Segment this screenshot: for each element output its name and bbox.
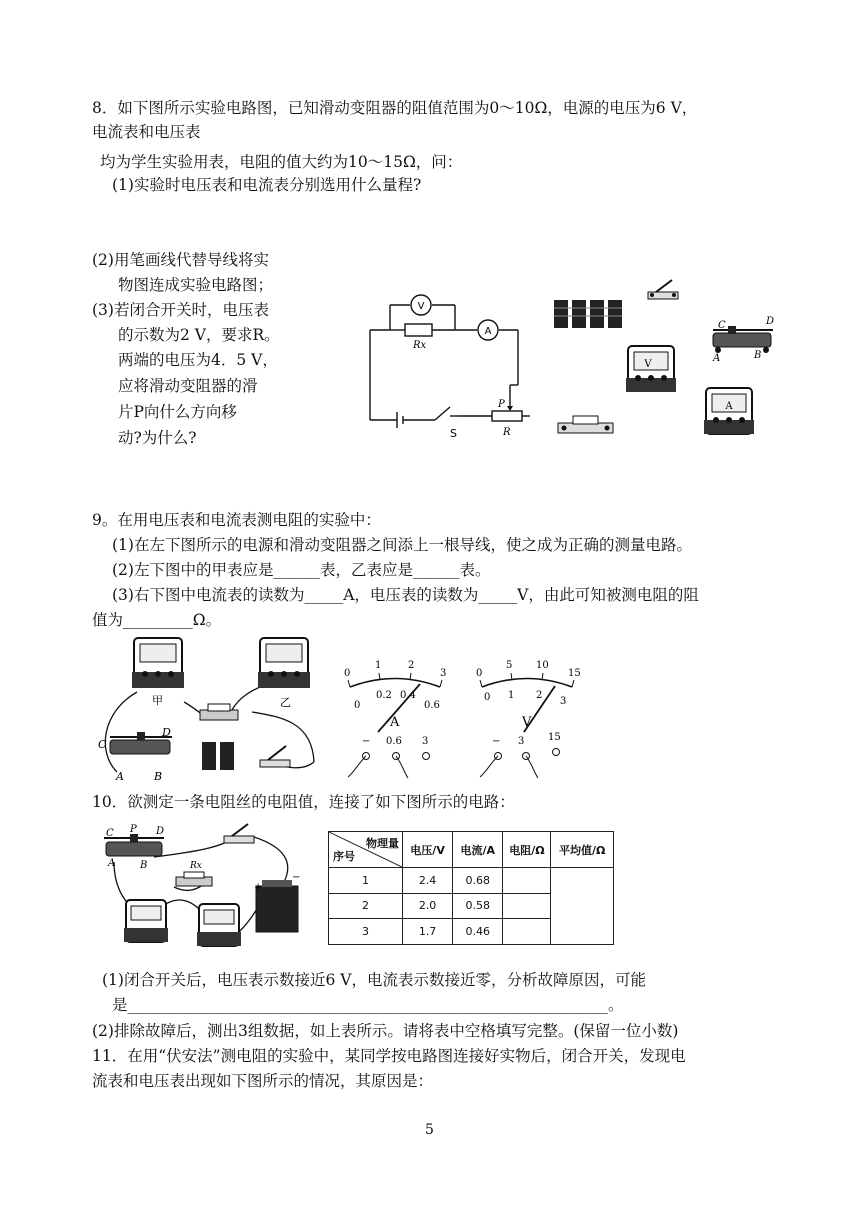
- table-cell: 0.46: [453, 919, 503, 945]
- table-cell: 0.68: [453, 868, 503, 894]
- q8-devices-figure: [548, 278, 783, 448]
- table-cell: 1: [329, 868, 403, 894]
- q9-sub3b: 值为_________Ω。: [92, 611, 222, 629]
- voltmeter-device-icon: [197, 904, 241, 946]
- voltmeter-bottom-1: 1: [508, 690, 515, 701]
- q8-sub1: (1)实验时电压表和电流表分别选用什么量程?: [112, 176, 422, 194]
- table-header: 电压/V: [402, 832, 452, 868]
- q8-line1: 8．如下图所示实验电路图，已知滑动变阻器的阻值范围为0～10Ω，电源的电压为6 V，: [92, 99, 698, 117]
- table-cell: 2.0: [402, 893, 452, 919]
- table-cell: 0.58: [453, 893, 503, 919]
- q10-data-table: [328, 831, 614, 945]
- device-d-label: D: [766, 316, 775, 327]
- q10-rx-label: Rx: [190, 861, 202, 871]
- q8-circuit-diagram: [360, 285, 535, 445]
- ammeter-term-06: 0.6: [386, 736, 402, 747]
- q8-sub3e: 片P向什么方向移: [118, 403, 237, 421]
- q10-minus-label: −: [292, 872, 301, 883]
- q10-line1: 10．欲测定一条电阻丝的电阻值，连接了如下图所示的电路：: [92, 793, 515, 811]
- voltmeter-bottom-2: 2: [536, 690, 543, 701]
- table-header: 电流/A: [453, 832, 503, 868]
- page-number: 5: [425, 1122, 434, 1138]
- resistor-icon: [200, 704, 238, 720]
- q9-sub2: (2)左下图中的甲表应是______表，乙表应是______表。: [112, 561, 491, 579]
- q10-d-label: D: [156, 826, 165, 837]
- q9-line1: 9。在用电压表和电流表测电阻的实验中：: [92, 511, 381, 529]
- ammeter-term-neg: −: [362, 736, 371, 747]
- voltmeter-term-15: 15: [548, 732, 561, 743]
- corner-bottom-label: 序号: [333, 850, 355, 863]
- q9-left-figure: [92, 632, 332, 782]
- table-cell: [503, 868, 551, 894]
- ammeter-unit: A: [390, 715, 400, 730]
- device-a-label: A: [713, 353, 721, 364]
- table-row: [329, 868, 614, 894]
- device-am-label: A: [725, 401, 733, 412]
- voltmeter-unit: V: [522, 715, 532, 730]
- battery-icon: [202, 742, 234, 770]
- q8-rx-label: Rx: [413, 340, 427, 351]
- q9-sub1: (1)在左下图所示的电源和滑动变阻器之间添上一根导线，使之成为正确的测量电路。: [112, 536, 692, 554]
- ammeter-bottom-2: 0.4: [400, 690, 416, 701]
- meter-yi-icon: [258, 638, 310, 688]
- corner-top-label: 物理量: [365, 837, 399, 850]
- table-cell: 2.4: [402, 868, 452, 894]
- q10-c-label: C: [106, 828, 114, 839]
- device-v-label: V: [644, 359, 652, 370]
- q8-sub2b: 物图连成实验电路图；: [118, 276, 274, 294]
- q10-a-label: A: [108, 858, 116, 869]
- table-header: 电阻/Ω: [503, 832, 551, 868]
- voltmeter-term-3: 3: [518, 736, 525, 747]
- ammeter-bottom-0: 0: [354, 700, 361, 711]
- table-cell: 3: [329, 919, 403, 945]
- q9-ammeter-dial: [338, 632, 453, 782]
- ammeter-top-3: 3: [440, 668, 447, 679]
- q10-circuit-figure: [94, 822, 319, 952]
- ammeter-bottom-1: 0.2: [376, 690, 392, 701]
- q8-s-label: S: [450, 427, 457, 440]
- q10-sub1a: (1)闭合开关后，电压表示数接近6 V，电流表示数接近零，分析故障原因，可能: [102, 971, 646, 989]
- switch-icon: [648, 280, 678, 299]
- table-cell: 1.7: [402, 919, 452, 945]
- ammeter-top-2: 2: [408, 660, 415, 671]
- q8-sub3d: 应将滑动变阻器的滑: [118, 377, 258, 395]
- rheostat-a-label: A: [116, 770, 124, 782]
- q10-p-label: P: [130, 824, 137, 835]
- ammeter-top-0: 0: [344, 668, 351, 679]
- q8-sub3b: 的示数为2 V，要求R。: [118, 326, 280, 344]
- q8-line2: 电流表和电压表: [92, 123, 201, 141]
- switch-icon: [260, 746, 290, 767]
- switch-icon: [224, 824, 254, 843]
- q10-b-label: B: [140, 860, 148, 871]
- battery-pack-icon: [554, 300, 622, 328]
- rheostat-c-label: C: [98, 738, 107, 751]
- device-c-label: C: [718, 320, 726, 331]
- q8-sub3f: 动?为什么?: [118, 429, 197, 447]
- ammeter-device-icon: [124, 900, 168, 942]
- yi-label: 乙: [280, 696, 291, 709]
- q8-voltmeter-symbol: V: [417, 301, 425, 312]
- table-header: 平均值/Ω: [551, 832, 614, 868]
- jia-label: 甲: [152, 694, 163, 707]
- q10-sub2: (2)排除故障后，测出3组数据，如上表所示。请将表中空格填写完整。(保留一位小数): [92, 1022, 679, 1040]
- q8-sub3c: 两端的电压为4．5 V，: [118, 351, 278, 369]
- resistor-icon: [176, 872, 212, 886]
- ammeter-term-3: 3: [422, 736, 429, 747]
- q8-ammeter-symbol: A: [484, 326, 492, 337]
- rheostat-b-label: B: [154, 770, 163, 782]
- rheostat-d-label: D: [162, 726, 171, 739]
- voltmeter-top-5: 5: [506, 660, 513, 671]
- q8-sub2a: (2)用笔画线代替导线将实: [92, 251, 269, 269]
- voltmeter-top-0: 0: [476, 668, 483, 679]
- table-cell: [503, 919, 551, 945]
- device-b-label: B: [754, 350, 762, 361]
- q8-line3: 均为学生实验用表，电阻的值大约为10～15Ω，问：: [100, 153, 463, 171]
- q9-voltmeter-dial: [470, 632, 585, 782]
- ammeter-top-1: 1: [375, 660, 382, 671]
- q10-sub1b: 是______________________________________________________________。: [112, 996, 624, 1014]
- table-cell: 2: [329, 893, 403, 919]
- q8-p-label: P: [498, 399, 505, 410]
- ammeter-bottom-3: 0.6: [424, 700, 440, 711]
- voltmeter-term-neg: −: [492, 736, 501, 747]
- q8-sub3a: (3)若闭合开关时，电压表: [92, 301, 269, 319]
- table-cell: [503, 893, 551, 919]
- q11-line2: 流表和电压表出现如下图所示的情况，其原因是：: [92, 1072, 434, 1090]
- q11-line1: 11．在用“伏安法”测电阻的实验中，某同学按电路图连接好实物后，闭合开关，发现电: [92, 1047, 686, 1065]
- table-corner-cell: [329, 832, 403, 868]
- resistor-device-icon: [558, 416, 613, 433]
- q9-sub3: (3)右下图中电流表的读数为_____A，电压表的读数为_____V，由此可知被测电阻的阻: [112, 586, 699, 604]
- q8-r-label: R: [503, 427, 511, 438]
- meter-jia-icon: [132, 638, 184, 688]
- voltmeter-bottom-0: 0: [484, 692, 491, 703]
- table-cell-average: [551, 868, 614, 945]
- voltmeter-bottom-3: 3: [560, 696, 567, 707]
- q10-plus-label: +: [254, 882, 263, 893]
- voltmeter-top-15: 15: [568, 668, 581, 679]
- voltmeter-top-10: 10: [536, 660, 549, 671]
